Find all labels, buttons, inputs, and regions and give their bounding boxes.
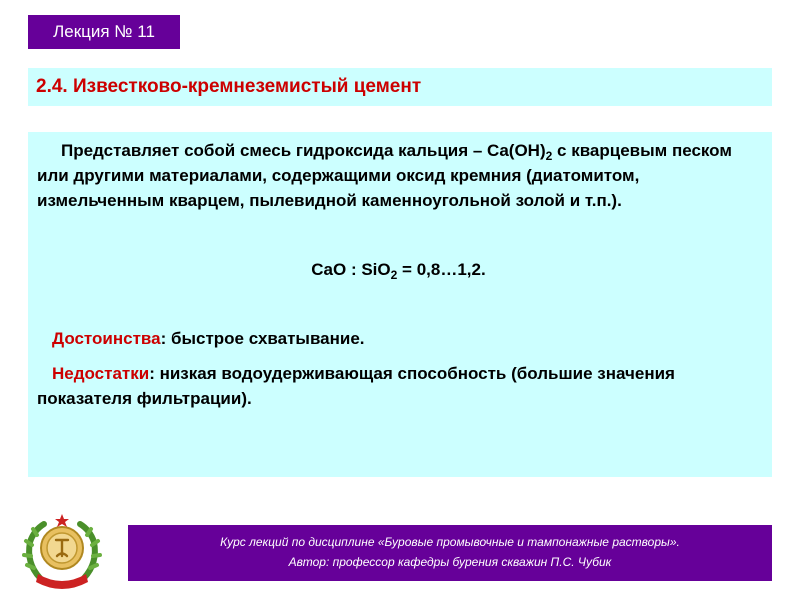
formula-text-start: CaO : SiO: [311, 260, 391, 279]
intro-text-end: с кварцевым песком или другими материалами, содержащими оксид кремния (диатомитом, измельченным кварцем, пылевидной каменноугольной золой и т.п.).: [37, 141, 732, 210]
advantages-term: Достоинства: [52, 329, 161, 348]
disadvantages-text: : низкая водоудерживающая способность (большие значения показателя фильтрации).: [37, 364, 675, 408]
footer-course-info: [128, 525, 772, 581]
footer-author-line: Автор: профессор кафедры бурения скважин П.С. Чубик: [288, 555, 612, 569]
footer-course-line: Курс лекций по дисциплине «Буровые промывочные и тампонажные растворы».: [220, 535, 680, 549]
formula-text-end: = 0,8…1,2.: [397, 260, 486, 279]
ratio-formula: [37, 257, 760, 282]
intro-text-start: Представляет собой смесь гидроксида кальция – Ca(OH): [61, 141, 546, 160]
university-emblem-icon: [20, 508, 104, 592]
disadvantages-paragraph: [37, 361, 760, 411]
section-title: 2.4. Известково-кремнеземистый цемент: [28, 68, 772, 106]
disadvantages-term: Недостатки: [52, 364, 150, 383]
content-panel: [28, 132, 772, 477]
intro-paragraph: [37, 138, 760, 213]
formula-subscript: 2: [390, 268, 398, 282]
advantages-text: : быстрое схватывание.: [160, 329, 365, 348]
intro-subscript: 2: [545, 149, 553, 163]
lecture-number-badge: Лекция № 11: [28, 15, 180, 49]
advantages-paragraph: [37, 326, 760, 351]
